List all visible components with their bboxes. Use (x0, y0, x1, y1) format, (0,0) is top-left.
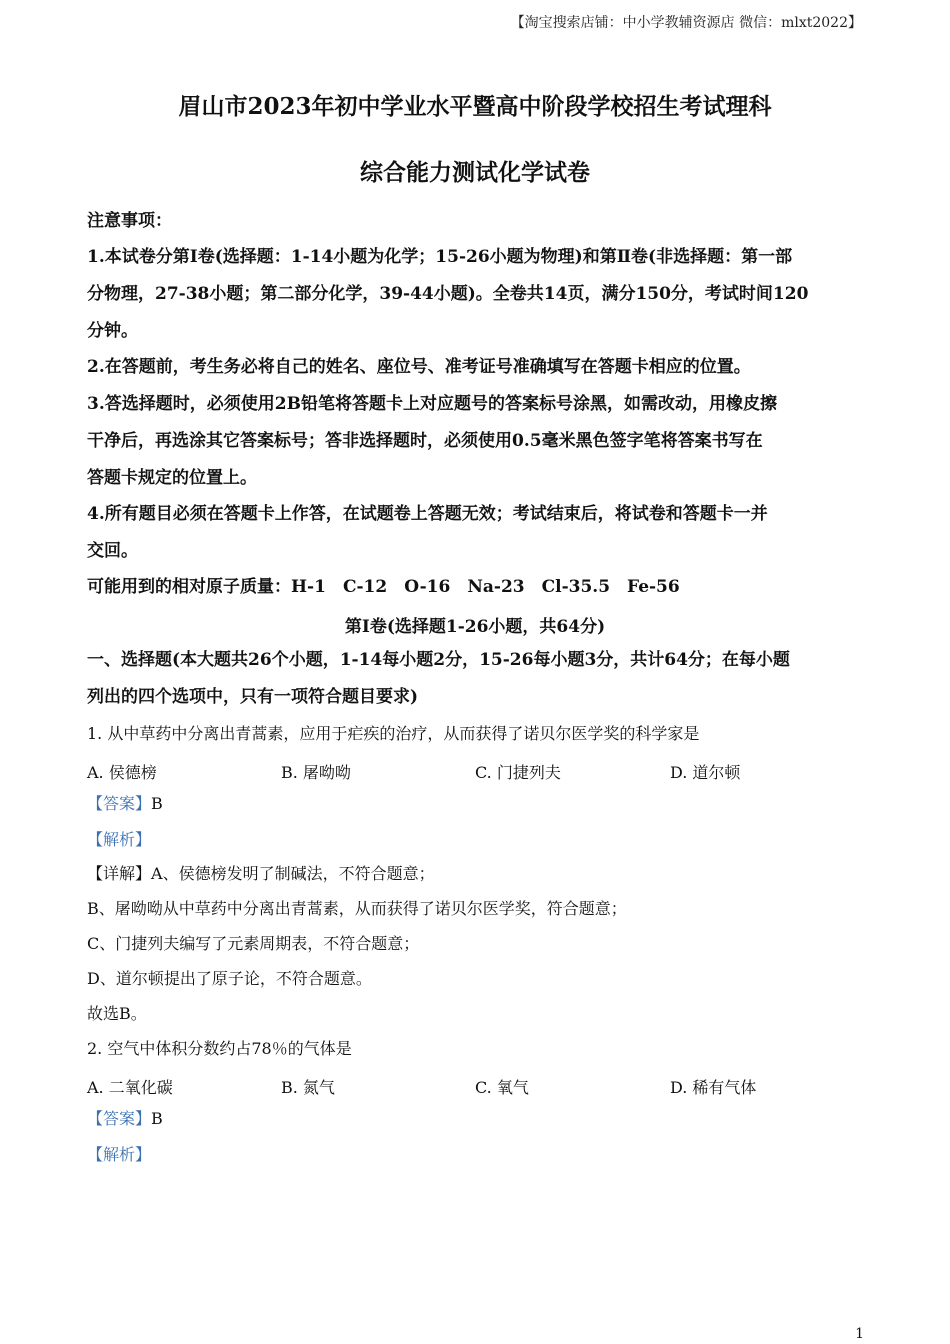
answer-value: B (151, 794, 163, 813)
answer-value: B (151, 1109, 163, 1128)
q2-analysis-label: 【解析】 (87, 1145, 152, 1164)
q2-option-a: A. 二氧化碳 (87, 1078, 173, 1097)
q1-stem: 1. 从中草药中分离出青蒿素，应用于疟疾的治疗，从而获得了诺贝尔医学奖的科学家是 (87, 724, 700, 743)
q2-answer (87, 1101, 867, 1136)
q2-options (87, 1075, 867, 1101)
answer-label: 【答案】 (87, 1109, 152, 1128)
notice-line: 2.在答题前，考生务必将自己的姓名、座位号、准考证号准确填写在答题卡相应的位置。 (87, 357, 751, 377)
detail-text: A、侯德榜发明了制碱法，不符合题意； (151, 864, 435, 883)
q1-detail-line: D、道尔顿提出了原子论，不符合题意。 (87, 969, 372, 988)
notice-line: 分物理，27-38小题；第二部分化学，39-44小题)。全卷共14页，满分150分，考试时间120 (87, 284, 809, 304)
notice-line: 交回。 (87, 541, 138, 561)
notice-line: 4.所有题目必须在答题卡上作答，在试题卷上答题无效；考试结束后，将试卷和答题卡一并 (87, 504, 768, 524)
answer-label: 【答案】 (87, 794, 152, 813)
q1-analysis-label: 【解析】 (87, 830, 152, 849)
q2-option-b: B. 氮气 (281, 1078, 335, 1097)
q1-option-a: A. 侯德榜 (87, 763, 157, 782)
q1-detail-line: C、门捷列夫编写了元素周期表，不符合题意； (87, 934, 420, 953)
notice-line: 1.本试卷分第Ⅰ卷(选择题：1-14小题为化学；15-26小题为物理)和第Ⅱ卷(非选择题：第一部 (87, 247, 793, 267)
section-title: 第Ⅰ卷(选择题1-26小题，共64分) (344, 617, 606, 637)
page-number: 1 (855, 1326, 864, 1342)
part-one-heading: 一、选择题(本大题共26个小题，1-14每小题2分，15-26每小题3分，共计64分；在每小题 (87, 650, 790, 670)
q1-option-d: D. 道尔顿 (670, 763, 741, 782)
notice-line: 分钟。 (87, 321, 138, 341)
q1-detail (87, 856, 867, 891)
notice-line: 答题卡规定的位置上。 (87, 468, 257, 488)
part-one-heading: 列出的四个选项中，只有一项符合题目要求) (87, 687, 419, 707)
notice-line: 3.答选择题时，必须使用2B铅笔将答题卡上对应题号的答案标号涂黑，如需改动，用橡皮擦 (87, 394, 777, 414)
q1-detail-line: B、屠呦呦从中草药中分离出青蒿素，从而获得了诺贝尔医学奖，符合题意； (87, 899, 627, 918)
atomic-masses: 可能用到的相对原子质量：H-1 C-12 O-16 Na-23 Cl-35.5 Fe-56 (87, 577, 680, 597)
notice-line: 干净后，再选涂其它答案标号；答非选择题时，必须使用0.5毫米黑色签字笔将答案书写在 (87, 431, 763, 451)
notice-heading: 注意事项： (87, 211, 172, 231)
header-note: 【淘宝搜索店铺：中小学教辅资源店 微信：mlxt2022】 (510, 15, 862, 31)
q2-stem: 2. 空气中体积分数约占78％的气体是 (87, 1039, 352, 1058)
q2-option-c: C. 氧气 (475, 1078, 529, 1097)
page-title-line1: 眉山市2023年初中学业水平暨高中阶段学校招生考试理科 (178, 93, 772, 120)
q2-option-d: D. 稀有气体 (670, 1078, 757, 1097)
q1-conclusion: 故选B。 (87, 1004, 147, 1023)
q1-answer (87, 786, 867, 821)
q1-option-b: B. 屠呦呦 (281, 763, 351, 782)
q1-option-c: C. 门捷列夫 (475, 763, 561, 782)
detail-label: 【详解】 (87, 864, 152, 883)
q1-options (87, 760, 867, 786)
page-title-line2: 综合能力测试化学试卷 (360, 159, 590, 186)
